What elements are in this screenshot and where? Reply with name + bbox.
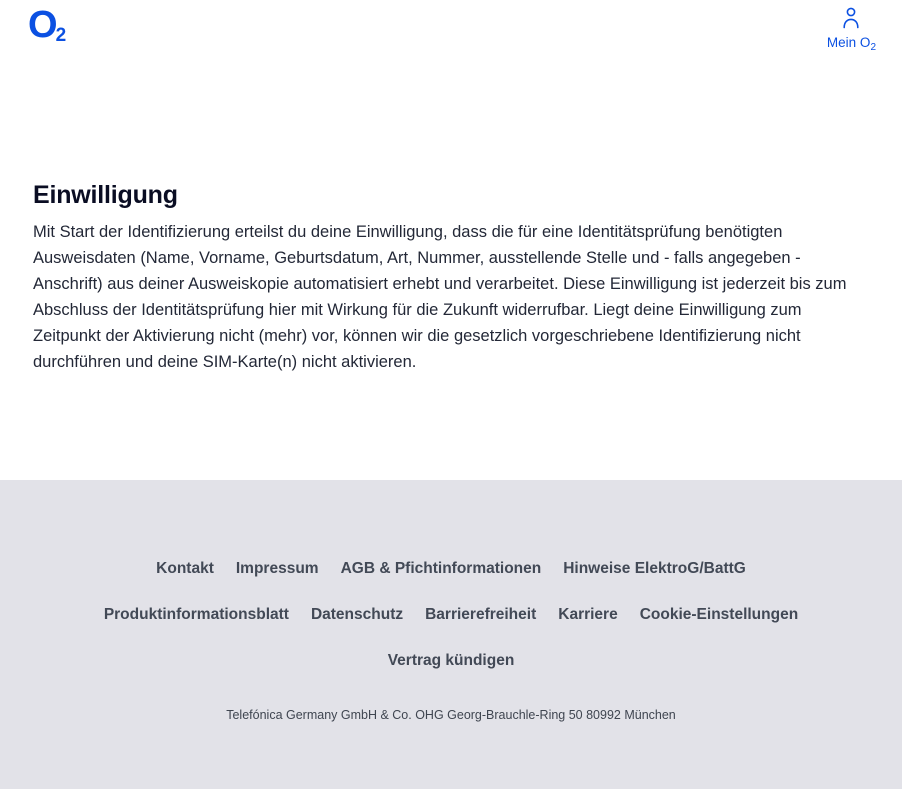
footer-link-hinweise-elektrog-battg[interactable]: Hinweise ElektroG/BattG (563, 560, 746, 577)
footer-link-datenschutz[interactable]: Datenschutz (310, 606, 404, 623)
footer-link-vertrag-kuendigen[interactable]: Vertrag kündigen (387, 652, 515, 669)
o2-logo-subscript: 2 (55, 25, 67, 46)
mein-o2-label-subscript: 2 (870, 42, 876, 53)
mein-o2-link[interactable] (827, 4, 876, 53)
footer-link-impressum[interactable]: Impressum (235, 560, 319, 577)
footer (0, 480, 902, 789)
footer-nav-row-1 (0, 560, 902, 578)
footer-link-cookie-einstellungen[interactable]: Cookie-Einstellungen (639, 606, 799, 623)
o2-logo[interactable] (28, 6, 66, 45)
header (0, 0, 902, 56)
footer-nav-row-2 (0, 606, 902, 624)
footer-link-kontakt[interactable]: Kontakt (156, 560, 214, 577)
main-content (0, 56, 902, 375)
page-title: Einwilligung (33, 181, 178, 209)
company-address: Telefónica Germany GmbH & Co. OHG Georg-Brauchle-Ring 50 80992 München (226, 708, 676, 722)
user-icon (840, 6, 862, 30)
footer-nav-row-3 (0, 652, 902, 670)
footer-link-produktinformationsblatt[interactable]: Produktinformationsblatt (103, 606, 289, 623)
footer-link-agb-pflichtinformationen[interactable]: AGB & Pfichtinformationen (340, 560, 542, 577)
footer-link-karriere[interactable]: Karriere (558, 606, 618, 623)
consent-paragraph: Mit Start der Identifizierung erteilst du deine Einwilligung, dass die für eine Identitätsprüfung benötigten Ausweisdaten (Name, Vorname, Geburtsdatum, Art, Nummer, ausstellende Stelle und - falls angegeben - Anschrift) aus deiner Ausweiskopie automatisiert erhebt und verarbeitet. Diese Einwilligung ist jederzeit bis zum Abschluss der Identitätsprüfung hier mit Wirkung für die Zukunft widerrufbar. Liegt deine Einwilligung zum Zeitpunkt der Aktivierung nicht (mehr) vor, können wir die gesetzlich vorgeschriebene Identifizierung nicht durchführen und deine SIM-Karte(n) nicht aktivieren. (33, 223, 847, 371)
mein-o2-label: Mein $O_2$ (826, 35, 876, 53)
o2-logo-letter: O (28, 4, 57, 46)
footer-link-barrierefreiheit[interactable]: Barrierefreiheit (425, 606, 537, 623)
